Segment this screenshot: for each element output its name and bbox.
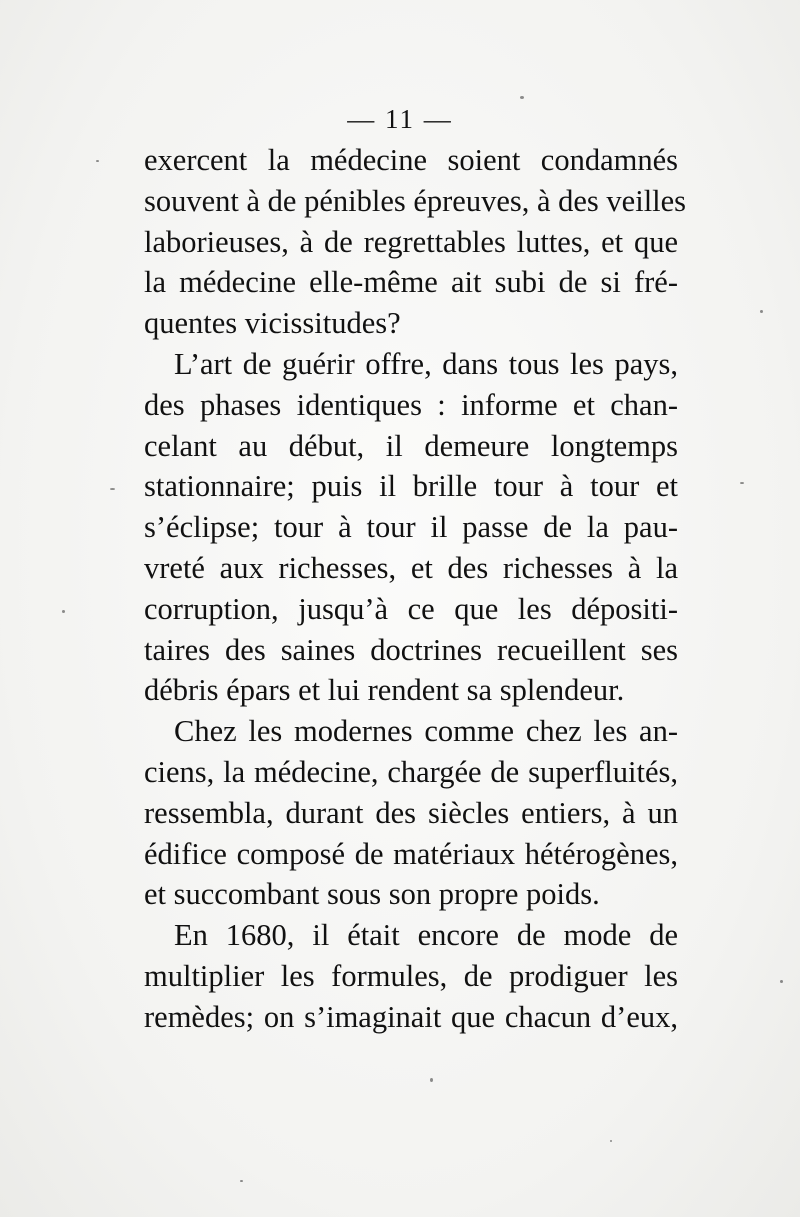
text-line: ressembla, durant des siècles entiers, à un bbox=[144, 795, 678, 830]
page-number: — 11 — bbox=[347, 104, 453, 134]
body-text bbox=[144, 140, 687, 1038]
text-line: édifice composé de matériaux hétérogènes, bbox=[144, 836, 678, 871]
text-line: la médecine elle-même ait subi de si fré- bbox=[144, 265, 678, 300]
text-line: s’éclipse; tour à tour il passe de la pau- bbox=[144, 510, 678, 545]
scan-speck bbox=[520, 96, 524, 99]
scan-speck bbox=[240, 1180, 243, 1182]
text-line: multiplier les formules, de prodiguer les bbox=[144, 958, 678, 993]
text-line: ciens, la médecine, chargée de superfluités, bbox=[144, 754, 678, 789]
text-line: souvent à de pénibles épreuves, à des veilles bbox=[144, 183, 687, 218]
text-line: corruption, jusqu’à ce que les dépositi- bbox=[144, 591, 678, 626]
text-line: vreté aux richesses, et des richesses à la bbox=[144, 550, 678, 585]
text-line: remèdes; on s’imaginait que chacun d’eux, bbox=[144, 999, 678, 1034]
scan-speck bbox=[610, 1140, 612, 1142]
scan-speck bbox=[430, 1078, 433, 1082]
text-line: L’art de guérir offre, dans tous les pays, bbox=[174, 346, 678, 381]
text-line: des phases identiques : informe et chan- bbox=[144, 387, 678, 422]
text-line: stationnaire; puis il brille tour à tour et bbox=[144, 469, 678, 504]
text-line: débris épars et lui rendent sa splendeur. bbox=[144, 673, 625, 708]
text-line: laborieuses, à de regrettables luttes, et que bbox=[144, 224, 678, 259]
scan-speck bbox=[110, 488, 115, 490]
scan-speck bbox=[62, 610, 65, 613]
text-line: Chez les modernes comme chez les an- bbox=[174, 714, 678, 749]
text-line: taires des saines doctrines recueillent ses bbox=[144, 632, 678, 667]
text-line: celant au début, il demeure longtemps bbox=[144, 428, 678, 463]
text-line: et succombant sous son propre poids. bbox=[144, 877, 600, 912]
text-line: quentes vicissitudes? bbox=[144, 306, 401, 341]
scan-speck bbox=[760, 310, 763, 313]
scan-speck bbox=[96, 160, 99, 162]
text-line: En 1680, il était encore de mode de bbox=[174, 918, 678, 953]
scan-speck bbox=[740, 482, 744, 484]
scan-speck bbox=[780, 980, 783, 983]
text-line: exercent la médecine soient condamnés bbox=[144, 143, 678, 177]
